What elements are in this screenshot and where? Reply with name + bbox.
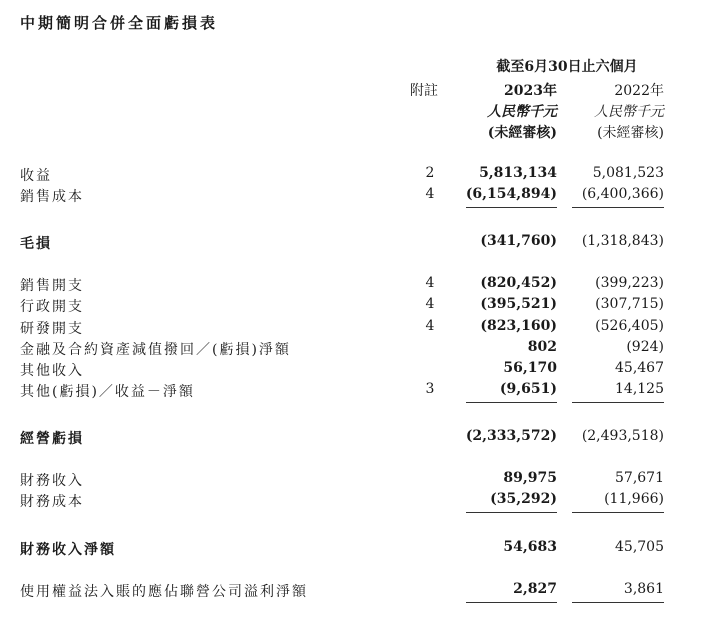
value-2023: 56,170 bbox=[503, 360, 557, 376]
value-2022: (399,223) bbox=[595, 275, 664, 291]
subtotal-rule bbox=[572, 512, 664, 513]
row-label-admin-expenses: 行政開支 bbox=[20, 299, 84, 315]
subtotal-rule bbox=[572, 402, 664, 403]
value-2022: 45,705 bbox=[615, 539, 664, 555]
subtotal-rule bbox=[572, 602, 664, 603]
row-label-rd-expenses: 研發開支 bbox=[20, 321, 84, 337]
value-2023: (820,452) bbox=[480, 275, 557, 291]
value-2023: 802 bbox=[527, 339, 557, 355]
value-2023: (395,521) bbox=[480, 296, 557, 312]
subtotal-rule bbox=[466, 602, 557, 603]
value-2022: (924) bbox=[626, 339, 664, 355]
value-2023: 5,813,134 bbox=[479, 165, 557, 181]
value-2023: (341,760) bbox=[480, 233, 557, 249]
value-2022: 14,125 bbox=[615, 381, 664, 397]
row-label-operating-loss: 經營虧損 bbox=[20, 431, 84, 447]
year-prior-header: 2022年 bbox=[614, 83, 664, 99]
year-current-header: 2023年 bbox=[504, 83, 557, 99]
subtotal-rule bbox=[466, 402, 557, 403]
value-2023: (6,154,894) bbox=[465, 186, 557, 202]
row-note: 3 bbox=[425, 381, 435, 397]
value-2022: (307,715) bbox=[595, 296, 664, 312]
value-2022: 3,861 bbox=[623, 581, 664, 597]
value-2022: 57,671 bbox=[615, 470, 664, 486]
value-2023: (2,333,572) bbox=[465, 428, 557, 444]
value-2022: (2,493,518) bbox=[581, 428, 664, 444]
row-label-finance-income: 財務收入 bbox=[20, 473, 84, 489]
unit-prior-header: 人民幣千元 bbox=[594, 104, 664, 120]
period-header: 截至6月30日止六個月 bbox=[496, 59, 638, 75]
row-note: 4 bbox=[425, 275, 435, 291]
subtotal-rule bbox=[466, 512, 557, 513]
row-label-revenue: 收益 bbox=[20, 168, 52, 184]
row-note: 4 bbox=[425, 296, 435, 312]
note-column-header: 附註 bbox=[410, 83, 438, 99]
subtotal-rule bbox=[466, 207, 557, 208]
value-2022: 5,081,523 bbox=[592, 165, 664, 181]
row-label-other-gains: 其他(虧損)／收益－淨額 bbox=[20, 384, 195, 400]
value-2022: (6,400,366) bbox=[581, 186, 664, 202]
row-label-selling-expenses: 銷售開支 bbox=[20, 278, 84, 294]
unit-current-header: 人民幣千元 bbox=[487, 104, 557, 120]
value-2023: 54,683 bbox=[503, 539, 557, 555]
subtotal-rule bbox=[572, 207, 664, 208]
row-label-impairment: 金融及合約資產減值撥回／(虧損)淨額 bbox=[20, 342, 291, 358]
row-note: 4 bbox=[425, 318, 435, 334]
value-2022: (526,405) bbox=[595, 318, 664, 334]
page-title: 中期簡明合併全面虧損表 bbox=[20, 14, 219, 32]
row-note: 2 bbox=[425, 165, 435, 181]
value-2022: (11,966) bbox=[604, 491, 664, 507]
value-2023: 89,975 bbox=[503, 470, 557, 486]
value-2022: 45,467 bbox=[615, 360, 664, 376]
value-2023: (35,292) bbox=[490, 491, 557, 507]
audit-current-header: (未經審核) bbox=[487, 125, 557, 141]
row-label-gross-loss: 毛損 bbox=[20, 236, 52, 252]
value-2023: (823,160) bbox=[480, 318, 557, 334]
audit-prior-header: (未經審核) bbox=[597, 125, 664, 141]
row-note: 4 bbox=[425, 186, 435, 202]
row-label-other-income: 其他收入 bbox=[20, 363, 84, 379]
value-2023: (9,651) bbox=[499, 381, 557, 397]
row-label-associates-profit: 使用權益法入賬的應佔聯營公司溢利淨額 bbox=[20, 584, 308, 600]
row-label-net-finance-income: 財務收入淨額 bbox=[20, 542, 116, 558]
row-label-finance-costs: 財務成本 bbox=[20, 494, 84, 510]
value-2022: (1,318,843) bbox=[581, 233, 664, 249]
value-2023: 2,827 bbox=[513, 581, 557, 597]
row-label-cost-of-sales: 銷售成本 bbox=[20, 189, 84, 205]
